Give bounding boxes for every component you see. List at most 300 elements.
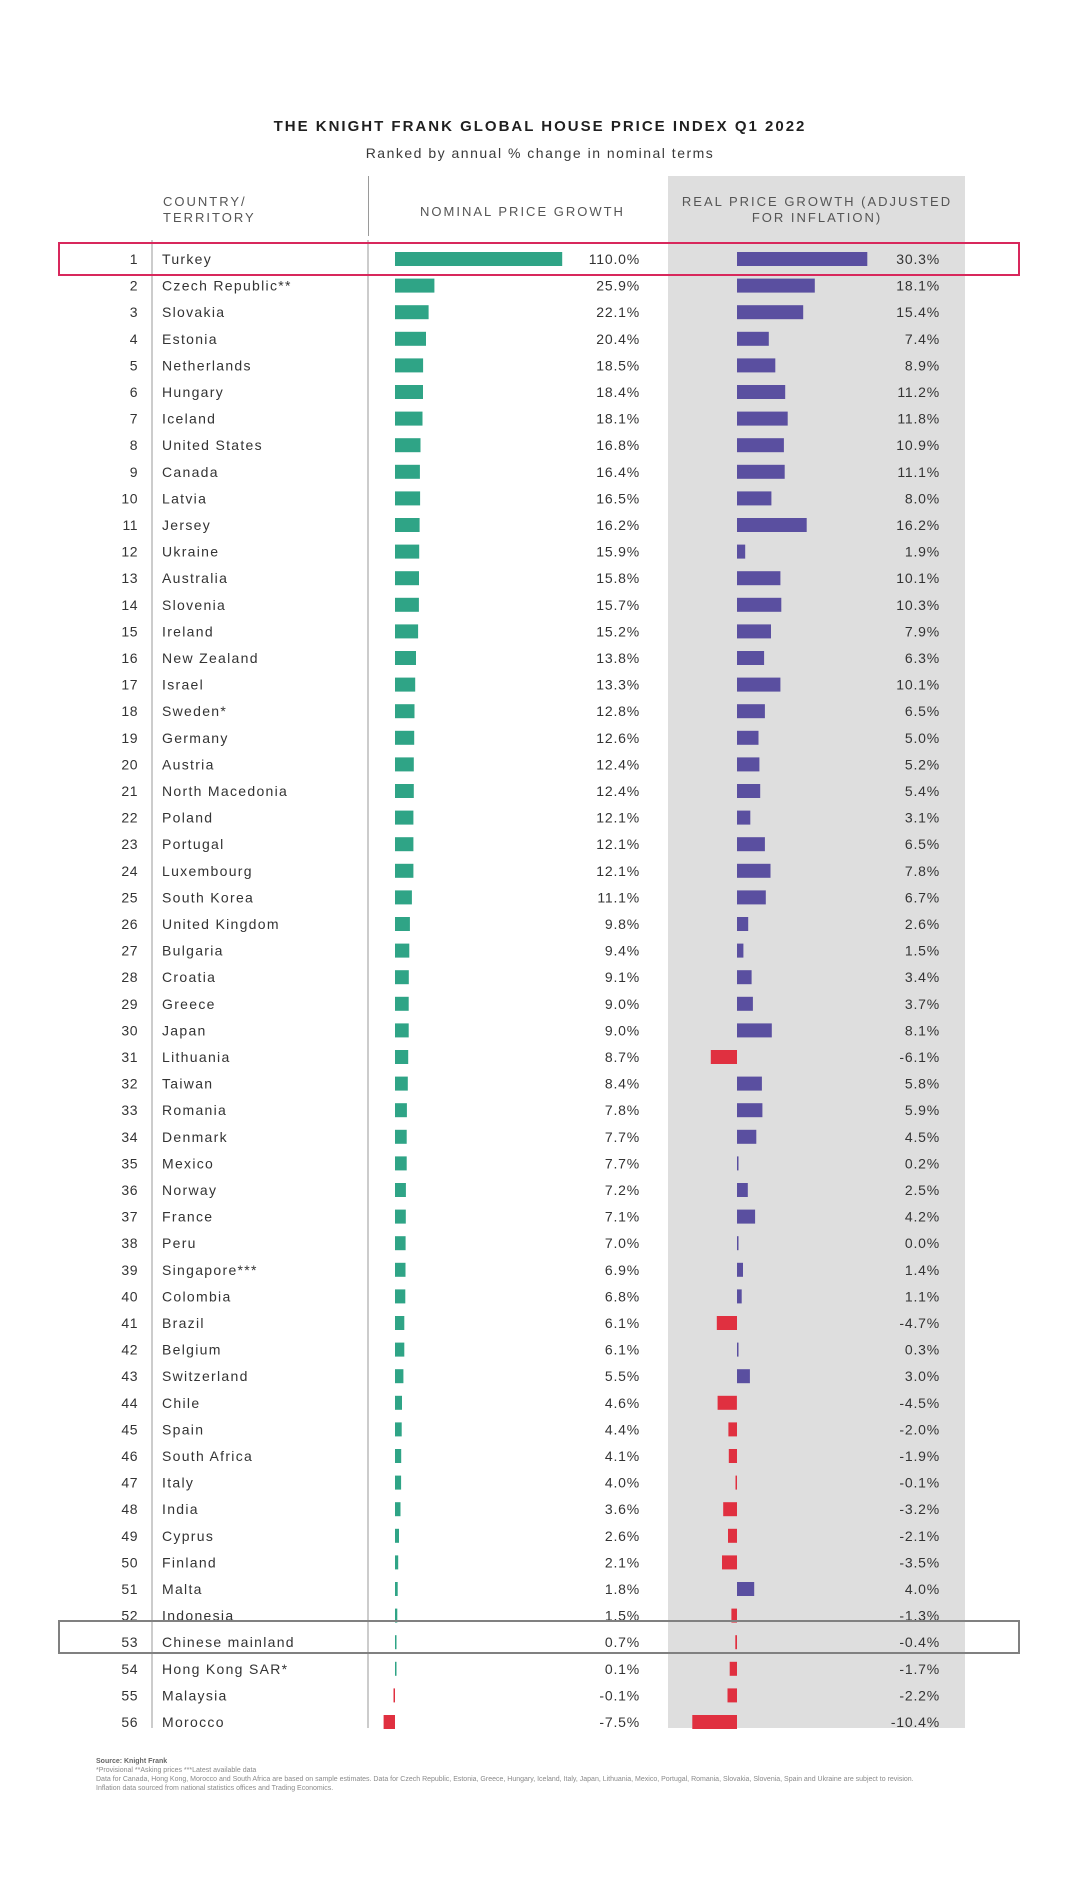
nominal-value-label: 4.0% (604, 1474, 640, 1491)
table-row (121, 490, 940, 506)
nominal-bar (395, 1210, 406, 1224)
rank-label: 16 (121, 650, 138, 666)
nominal-value-label: 9.8% (604, 916, 640, 932)
nominal-bar (395, 1396, 402, 1410)
country-label: Brazil (162, 1315, 205, 1331)
nominal-bar (395, 465, 420, 479)
real-bar (737, 1103, 762, 1117)
table-row (121, 1368, 940, 1384)
real-bar (711, 1050, 737, 1064)
real-bar (737, 1156, 739, 1170)
country-label: Slovakia (162, 304, 226, 321)
real-bar (723, 1502, 737, 1516)
nominal-value-label: 8.4% (604, 1075, 640, 1092)
nominal-bar (395, 412, 423, 426)
country-label: Mexico (162, 1155, 215, 1172)
real-value-label: 5.0% (904, 729, 940, 746)
nominal-bar (395, 1236, 406, 1250)
chart-subtitle: Ranked by annual % change in nominal terms (365, 145, 715, 161)
nominal-value-label: 7.1% (604, 1208, 640, 1225)
nominal-bar (394, 1688, 396, 1702)
rank-label: 19 (121, 729, 138, 746)
country-label: New Zealand (162, 650, 259, 666)
real-bar (737, 1582, 754, 1596)
rank-label: 47 (121, 1474, 138, 1491)
nominal-value-label: 16.8% (596, 437, 640, 454)
table-row (130, 304, 940, 320)
real-bar (737, 1343, 739, 1357)
nominal-value-label: 9.0% (604, 1022, 640, 1039)
footnote-source: Source: Knight Frank (96, 1758, 168, 1765)
table-row (121, 1209, 940, 1225)
rank-label: 13 (121, 570, 138, 587)
table-row (121, 677, 940, 693)
nominal-bar (395, 571, 419, 585)
nominal-value-label: 18.1% (596, 410, 640, 427)
real-bar (737, 385, 785, 399)
nominal-value-label: 1.8% (604, 1581, 640, 1597)
real-value-label: 2.6% (904, 916, 940, 932)
nominal-value-label: 12.4% (596, 783, 640, 799)
country-label: Luxembourg (162, 862, 253, 879)
country-label: Bulgaria (162, 942, 224, 959)
nominal-bar (395, 1050, 408, 1064)
footnotes (96, 1757, 976, 1793)
country-label: Hungary (162, 384, 225, 400)
nominal-value-label: 5.5% (604, 1368, 640, 1385)
real-bar (736, 1476, 738, 1490)
real-bar (737, 890, 766, 904)
real-value-label: 5.9% (904, 1102, 940, 1119)
rank-label: 21 (121, 783, 138, 799)
rank-label: 51 (121, 1581, 138, 1597)
nominal-value-label: 22.1% (596, 304, 640, 321)
nominal-value-label: 9.1% (604, 969, 640, 986)
table-row (121, 1049, 940, 1065)
real-bar (737, 757, 759, 771)
highlight-turkey-row (58, 242, 1020, 276)
chart-rows (121, 251, 940, 1730)
nominal-bar (395, 332, 426, 346)
nominal-value-label: 12.1% (596, 836, 640, 853)
rank-label: 31 (121, 1049, 138, 1065)
nominal-value-label: 6.1% (604, 1341, 640, 1358)
country-label: Cyprus (162, 1527, 215, 1544)
nominal-value-label: 15.8% (596, 570, 640, 587)
table-row (130, 278, 940, 294)
real-bar (737, 837, 765, 851)
table-row (121, 597, 940, 613)
rank-label: 5 (129, 357, 138, 374)
table-row (130, 464, 940, 480)
real-value-label: 6.7% (904, 889, 940, 906)
nominal-bar (395, 704, 415, 718)
real-value-label: 2.5% (904, 1182, 940, 1198)
nominal-bar (395, 1662, 397, 1676)
rank-label: 30 (121, 1022, 138, 1039)
rank-label: 42 (121, 1341, 138, 1358)
real-bar (718, 1396, 737, 1410)
table-row (121, 756, 940, 772)
table-row (121, 1661, 940, 1677)
country-label: South Korea (162, 889, 255, 906)
country-label: United Kingdom (162, 916, 280, 932)
rank-label: 11 (122, 517, 138, 533)
nominal-value-label: 8.7% (604, 1049, 640, 1065)
nominal-value-label: 12.8% (596, 703, 640, 720)
table-row (121, 703, 940, 719)
real-bar (737, 784, 760, 798)
nominal-bar (395, 890, 412, 904)
table-row (121, 996, 940, 1012)
table-row (121, 650, 940, 666)
nominal-value-label: 2.1% (604, 1554, 640, 1571)
nominal-value-label: 16.5% (596, 490, 640, 507)
nominal-value-label: 13.8% (596, 650, 640, 666)
table-row (121, 1475, 940, 1491)
nominal-bar (395, 305, 429, 319)
country-label: Colombia (162, 1288, 232, 1305)
table-row (121, 1182, 940, 1198)
real-bar (737, 1263, 743, 1277)
nominal-bar (395, 917, 410, 931)
nominal-bar (395, 1316, 404, 1330)
nominal-bar (395, 1156, 407, 1170)
real-value-label: 30.3% (896, 251, 940, 267)
country-label: Italy (162, 1474, 195, 1491)
real-bar (728, 1688, 738, 1702)
real-bar (737, 279, 815, 293)
real-bar (737, 678, 780, 692)
real-value-label: 6.3% (904, 650, 940, 666)
country-label: Poland (162, 809, 214, 826)
country-label: South Africa (162, 1448, 254, 1464)
table-row (121, 1448, 940, 1464)
table-row (130, 331, 940, 347)
nominal-value-label: 6.9% (604, 1261, 640, 1278)
real-bar (737, 970, 752, 984)
real-bar (737, 545, 745, 559)
country-label: Chile (162, 1394, 201, 1411)
nominal-value-label: 7.8% (604, 1102, 640, 1119)
country-label: Israel (162, 676, 205, 693)
country-label: Iceland (162, 410, 217, 427)
real-bar (737, 651, 764, 665)
real-value-label: 8.1% (904, 1022, 940, 1039)
rank-label: 4 (129, 330, 138, 347)
rank-label: 33 (121, 1102, 138, 1119)
nominal-value-label: 7.2% (604, 1182, 640, 1198)
real-bar (737, 358, 775, 372)
rank-label: 40 (121, 1288, 138, 1305)
nominal-bar (395, 811, 413, 825)
nominal-value-label: 20.4% (596, 330, 640, 347)
nominal-bar (395, 864, 413, 878)
table-row (121, 783, 940, 799)
footnote-line-3: Inflation data sourced from national statistics offices and Trading Economics. (96, 1785, 334, 1792)
real-value-label: 11.8% (897, 410, 940, 427)
real-value-label: -3.2% (899, 1501, 940, 1518)
real-value-label: 5.4% (904, 783, 940, 799)
rank-label: 52 (121, 1607, 138, 1624)
country-label: Estonia (162, 330, 218, 347)
rank-label: 54 (121, 1660, 138, 1677)
country-label: Spain (162, 1421, 205, 1438)
country-label: United States (162, 437, 263, 454)
country-label: Turkey (162, 251, 213, 267)
footnote-line-1: *Provisional **Asking prices ***Latest available data (96, 1767, 257, 1774)
nominal-value-label: 7.7% (604, 1155, 640, 1172)
real-bar (717, 1316, 737, 1330)
nominal-value-label: 6.8% (604, 1288, 640, 1305)
nominal-bar (395, 757, 414, 771)
real-value-label: 1.1% (904, 1288, 940, 1305)
nominal-value-label: 12.6% (596, 729, 640, 746)
rank-label: 12 (121, 543, 138, 560)
nominal-value-label: -0.1% (599, 1687, 640, 1704)
table-row (121, 1501, 940, 1517)
rank-label: 38 (121, 1235, 138, 1252)
table-row (121, 1235, 940, 1251)
real-value-label: -2.1% (899, 1527, 940, 1544)
country-label: Greece (162, 995, 216, 1012)
rank-label: 7 (129, 410, 138, 427)
real-bar (737, 944, 743, 958)
real-value-label: 5.8% (904, 1075, 940, 1092)
real-value-label: 4.2% (904, 1208, 940, 1225)
rank-label: 9 (129, 463, 138, 480)
nominal-bar (395, 1502, 401, 1516)
real-value-label: 7.8% (904, 862, 940, 879)
real-bar (728, 1422, 737, 1436)
real-bar (737, 1289, 742, 1303)
country-label: Switzerland (162, 1368, 249, 1385)
country-column-header: COUNTRY/ TERRITORY (163, 194, 256, 225)
country-label: Norway (162, 1182, 218, 1198)
nominal-bar (395, 1077, 408, 1091)
rank-label: 36 (121, 1182, 138, 1198)
table-row (121, 1714, 940, 1730)
nominal-value-label: 4.4% (604, 1421, 640, 1438)
real-value-label: -1.9% (899, 1448, 940, 1464)
real-value-label: 10.1% (896, 570, 940, 587)
real-value-label: 18.1% (896, 277, 940, 294)
rank-label: 34 (121, 1128, 138, 1145)
country-label: Ireland (162, 623, 214, 640)
country-label: Canada (162, 463, 219, 480)
real-value-label: -2.2% (899, 1687, 940, 1704)
nominal-bar (395, 997, 409, 1011)
real-value-label: 3.7% (904, 995, 940, 1012)
real-value-label: 5.2% (904, 756, 940, 773)
nominal-value-label: 1.5% (604, 1607, 640, 1624)
country-label: Portugal (162, 836, 225, 853)
nominal-bar (395, 1422, 402, 1436)
rank-label: 23 (121, 836, 138, 853)
real-value-label: -0.1% (899, 1474, 940, 1491)
rank-label: 53 (121, 1634, 138, 1651)
rank-label: 44 (121, 1394, 138, 1411)
real-bar (737, 1369, 750, 1383)
nominal-value-label: 2.6% (604, 1527, 640, 1544)
table-row (121, 623, 940, 639)
country-label: Croatia (162, 969, 217, 986)
country-label: Ukraine (162, 543, 220, 560)
nominal-value-label: 4.1% (604, 1448, 640, 1464)
nominal-column-header: NOMINAL PRICE GROWTH (420, 204, 625, 219)
nominal-value-label: 16.2% (596, 517, 640, 533)
nominal-value-label: 18.5% (596, 357, 640, 374)
country-label: Jersey (162, 517, 212, 533)
nominal-value-label: 4.6% (604, 1394, 640, 1411)
table-row (121, 1581, 940, 1597)
real-value-label: -0.4% (899, 1634, 940, 1651)
real-bar (737, 305, 803, 319)
country-label: India (162, 1501, 199, 1518)
table-row (121, 1554, 940, 1570)
real-bar (692, 1715, 737, 1729)
real-bar (737, 1023, 772, 1037)
table-row (121, 1129, 940, 1145)
real-bar (737, 438, 784, 452)
rank-label: 43 (121, 1368, 138, 1385)
nominal-value-label: 15.2% (596, 623, 640, 640)
country-label: Peru (162, 1235, 197, 1252)
nominal-value-label: 16.4% (596, 463, 640, 480)
real-value-label: 0.0% (904, 1235, 940, 1252)
nominal-bar (395, 784, 414, 798)
real-bar (737, 917, 748, 931)
nominal-bar (395, 624, 418, 638)
table-row (121, 1687, 940, 1703)
table-row (122, 517, 940, 533)
real-bar (737, 332, 769, 346)
real-bar (737, 864, 771, 878)
country-label: Slovenia (162, 596, 227, 613)
highlight-chinese-mainland-row (58, 1620, 1020, 1654)
rank-label: 35 (121, 1155, 138, 1172)
nominal-value-label: 12.4% (596, 756, 640, 773)
real-bar (737, 598, 781, 612)
real-bar (737, 1183, 748, 1197)
nominal-bar (395, 279, 434, 293)
table-row (121, 1102, 940, 1118)
rank-label: 24 (121, 862, 138, 879)
nominal-value-label: 11.1% (597, 889, 640, 906)
table-row (121, 1342, 940, 1358)
rank-label: 28 (121, 969, 138, 986)
nominal-bar (395, 1263, 406, 1277)
table-row (130, 411, 940, 427)
rank-label: 37 (121, 1208, 138, 1225)
real-value-label: 4.0% (904, 1581, 940, 1597)
rank-label: 48 (121, 1501, 138, 1518)
real-bar (737, 1077, 762, 1091)
country-label: Malta (162, 1581, 203, 1597)
real-value-label: 15.4% (896, 304, 940, 321)
nominal-bar (395, 1369, 403, 1383)
real-value-label: 3.4% (904, 969, 940, 986)
real-value-label: -6.1% (899, 1049, 940, 1065)
nominal-value-label: 0.7% (604, 1634, 640, 1651)
table-row (130, 384, 940, 400)
real-value-label: 3.0% (904, 1368, 940, 1385)
country-label: France (162, 1208, 214, 1225)
nominal-value-label: 0.1% (604, 1660, 640, 1677)
real-bar (728, 1529, 737, 1543)
real-value-label: 10.9% (896, 437, 940, 454)
real-bar (737, 518, 807, 532)
real-value-label: 10.1% (896, 676, 940, 693)
nominal-bar (395, 358, 423, 372)
real-value-label: 11.2% (897, 384, 940, 400)
nominal-bar (395, 385, 423, 399)
country-label: Chinese mainland (162, 1634, 295, 1651)
nominal-bar (384, 1715, 395, 1729)
real-bar (737, 1130, 756, 1144)
real-bar (737, 997, 753, 1011)
real-value-label: 0.3% (904, 1341, 940, 1358)
nominal-bar (395, 1582, 398, 1596)
real-value-label: 0.2% (904, 1155, 940, 1172)
rank-label: 26 (121, 916, 138, 932)
table-row (121, 1528, 940, 1544)
nominal-value-label: 9.4% (604, 942, 640, 959)
rank-label: 6 (129, 384, 138, 400)
table-row (121, 1262, 940, 1278)
real-value-label: 6.5% (904, 836, 940, 853)
nominal-value-label: 15.7% (596, 596, 640, 613)
nominal-bar (395, 1449, 401, 1463)
table-row (130, 357, 940, 373)
real-value-label: 11.1% (897, 463, 940, 480)
nominal-value-label: 9.0% (604, 995, 640, 1012)
nominal-bar (395, 438, 421, 452)
nominal-value-label: 110.0% (588, 251, 640, 267)
table-row (121, 810, 940, 826)
real-bar (730, 1662, 737, 1676)
rank-label: 20 (121, 756, 138, 773)
real-value-label: 1.5% (904, 942, 940, 959)
country-label: Belgium (162, 1341, 222, 1358)
nominal-value-label: 18.4% (596, 384, 640, 400)
table-row (130, 437, 940, 453)
table-row (121, 1155, 940, 1171)
real-value-label: 7.9% (904, 623, 940, 640)
nominal-bar (395, 1343, 404, 1357)
nominal-bar (395, 1476, 401, 1490)
country-label: Finland (162, 1554, 218, 1571)
rank-label: 22 (121, 809, 138, 826)
nominal-value-label: -7.5% (599, 1714, 640, 1730)
rank-label: 46 (121, 1448, 138, 1464)
rank-label: 49 (121, 1527, 138, 1544)
nominal-bar (395, 1289, 405, 1303)
real-value-label: -2.0% (899, 1421, 940, 1438)
rank-label: 32 (121, 1075, 138, 1092)
country-label: Latvia (162, 490, 208, 507)
country-label: Czech Republic** (162, 277, 292, 294)
real-bar (737, 491, 771, 505)
country-label: North Macedonia (162, 783, 289, 799)
nominal-bar (395, 1183, 406, 1197)
nominal-value-label: 12.1% (596, 809, 640, 826)
nominal-bar (395, 678, 415, 692)
nominal-value-label: 7.0% (604, 1235, 640, 1252)
table-row (121, 889, 940, 905)
real-bar (737, 412, 788, 426)
country-label: Austria (162, 756, 215, 773)
